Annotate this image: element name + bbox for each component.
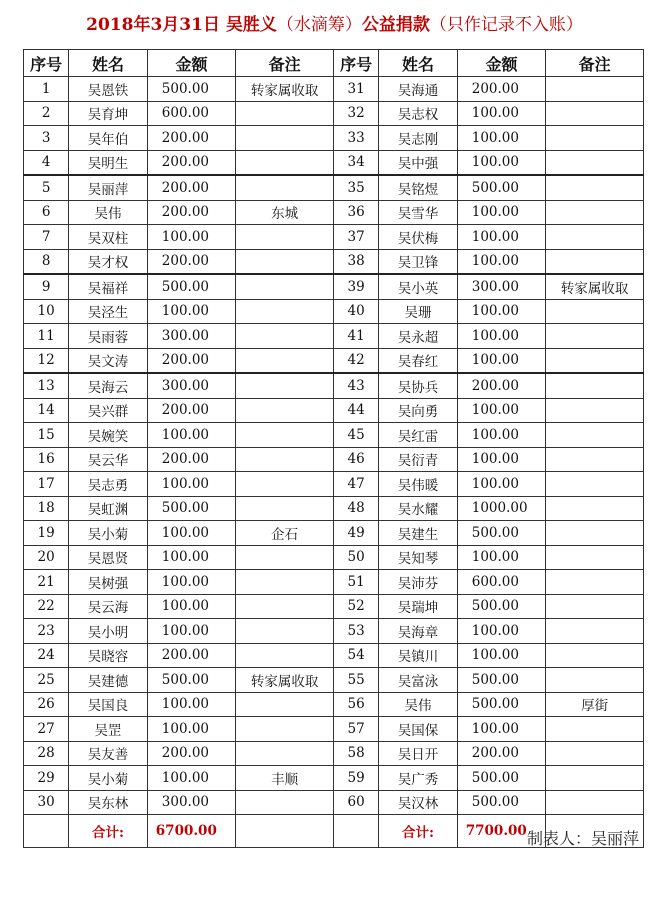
remark-right xyxy=(546,348,644,373)
remark-right xyxy=(546,324,644,349)
table-row xyxy=(24,766,644,791)
table-row xyxy=(24,496,644,521)
row-number-right: 47 xyxy=(333,472,378,497)
remark-left xyxy=(236,594,334,619)
donor-name-right: 吴春红 xyxy=(379,348,458,373)
donation-amount-right: 500.00 xyxy=(457,692,546,717)
donor-name-left: 吴小明 xyxy=(69,619,148,644)
donor-name-left: 吴恩铁 xyxy=(69,77,148,102)
remark-right xyxy=(546,545,644,570)
donation-amount-left: 100.00 xyxy=(147,766,236,791)
donation-amount-left: 200.00 xyxy=(147,447,236,472)
remark-right xyxy=(546,766,644,791)
total-amount-left: 6700.00 xyxy=(147,815,236,848)
donation-amount-right: 100.00 xyxy=(457,545,546,570)
remark-right xyxy=(546,496,644,521)
total-cell-empty xyxy=(333,815,378,848)
title-note: （只作记录不入账） xyxy=(429,15,583,35)
header-amount-right: 金额 xyxy=(457,50,546,77)
row-number-right: 35 xyxy=(333,175,378,200)
row-number-right: 40 xyxy=(333,299,378,324)
donor-name-right: 吴富泳 xyxy=(379,668,458,693)
remark-left xyxy=(236,150,334,175)
donor-name-left: 吴文涛 xyxy=(69,348,148,373)
donor-name-right: 吴红雷 xyxy=(379,423,458,448)
table-row xyxy=(24,643,644,668)
row-number-right: 42 xyxy=(333,348,378,373)
table-row xyxy=(24,299,644,324)
row-number-left: 10 xyxy=(24,299,69,324)
donor-name-right: 吴中强 xyxy=(379,150,458,175)
remark-right xyxy=(546,126,644,151)
remark-right xyxy=(546,570,644,595)
remark-left: 东城 xyxy=(236,200,334,225)
row-number-right: 34 xyxy=(333,150,378,175)
donor-name-right: 吴衍青 xyxy=(379,447,458,472)
table-row xyxy=(24,348,644,373)
donor-name-left: 吴兴群 xyxy=(69,398,148,423)
remark-left xyxy=(236,274,334,299)
row-number-right: 58 xyxy=(333,741,378,766)
donor-name-left: 吴虹渊 xyxy=(69,496,148,521)
table-maker: 制表人：吴丽萍 xyxy=(526,829,639,848)
row-number-left: 16 xyxy=(24,447,69,472)
donation-amount-left: 100.00 xyxy=(147,299,236,324)
table-row xyxy=(24,545,644,570)
donor-name-right: 吴伏梅 xyxy=(379,225,458,250)
row-number-right: 54 xyxy=(333,643,378,668)
row-number-right: 38 xyxy=(333,249,378,274)
table-row xyxy=(24,150,644,175)
donor-name-left: 吴丽萍 xyxy=(69,175,148,200)
table-row xyxy=(24,373,644,398)
row-number-right: 37 xyxy=(333,225,378,250)
donation-amount-right: 200.00 xyxy=(457,741,546,766)
donation-amount-left: 200.00 xyxy=(147,348,236,373)
total-label-right: 合计: xyxy=(379,815,458,848)
donation-amount-right: 100.00 xyxy=(457,225,546,250)
remark-right xyxy=(546,299,644,324)
table-row xyxy=(24,126,644,151)
table-row xyxy=(24,570,644,595)
table-row xyxy=(24,175,644,200)
table-row xyxy=(24,790,644,815)
donor-name-left: 吴育坤 xyxy=(69,101,148,126)
row-number-right: 46 xyxy=(333,447,378,472)
remark-right: 转家属收取 xyxy=(546,274,644,299)
donation-amount-left: 100.00 xyxy=(147,619,236,644)
donation-amount-left: 200.00 xyxy=(147,200,236,225)
remark-right xyxy=(546,594,644,619)
title-sub: （水滴筹） xyxy=(276,15,362,35)
row-number-left: 24 xyxy=(24,643,69,668)
row-number-left: 27 xyxy=(24,717,69,742)
donor-name-right: 吴日开 xyxy=(379,741,458,766)
table-row xyxy=(24,77,644,102)
remark-left xyxy=(236,472,334,497)
donor-name-right: 吴伟暖 xyxy=(379,472,458,497)
row-number-right: 50 xyxy=(333,545,378,570)
donation-amount-left: 100.00 xyxy=(147,472,236,497)
donation-amount-right: 100.00 xyxy=(457,717,546,742)
donor-name-right: 吴国保 xyxy=(379,717,458,742)
table-row xyxy=(24,274,644,299)
total-amount-right: 7700.00 xyxy=(457,815,546,848)
remark-right xyxy=(546,741,644,766)
row-number-right: 43 xyxy=(333,373,378,398)
donation-amount-left: 600.00 xyxy=(147,101,236,126)
donation-amount-right: 100.00 xyxy=(457,619,546,644)
donor-name-right: 吴汉林 xyxy=(379,790,458,815)
remark-right xyxy=(546,717,644,742)
donation-amount-right: 100.00 xyxy=(457,101,546,126)
remark-left xyxy=(236,423,334,448)
table-row xyxy=(24,619,644,644)
row-number-right: 56 xyxy=(333,692,378,717)
donation-amount-right: 600.00 xyxy=(457,570,546,595)
table-row xyxy=(24,398,644,423)
header-note-left: 备注 xyxy=(236,50,334,77)
remark-left: 丰顺 xyxy=(236,766,334,791)
table-row xyxy=(24,200,644,225)
row-number-left: 11 xyxy=(24,324,69,349)
table-row xyxy=(24,741,644,766)
row-number-left: 12 xyxy=(24,348,69,373)
remark-left xyxy=(236,299,334,324)
donor-name-left: 吴泾生 xyxy=(69,299,148,324)
remark-left xyxy=(236,225,334,250)
donation-amount-right: 100.00 xyxy=(457,200,546,225)
donor-name-right: 吴知琴 xyxy=(379,545,458,570)
donation-amount-right: 100.00 xyxy=(457,348,546,373)
donation-amount-right: 100.00 xyxy=(457,299,546,324)
table-row xyxy=(24,717,644,742)
donor-name-left: 吴明生 xyxy=(69,150,148,175)
row-number-right: 59 xyxy=(333,766,378,791)
donation-amount-right: 500.00 xyxy=(457,594,546,619)
donation-amount-right: 200.00 xyxy=(457,77,546,102)
donation-amount-right: 200.00 xyxy=(457,373,546,398)
row-number-left: 19 xyxy=(24,521,69,546)
remark-right xyxy=(546,398,644,423)
table-row xyxy=(24,225,644,250)
table-row xyxy=(24,324,644,349)
donation-amount-right: 100.00 xyxy=(457,423,546,448)
donor-name-right: 吴协兵 xyxy=(379,373,458,398)
remark-left xyxy=(236,643,334,668)
remark-right xyxy=(546,668,644,693)
remark-right xyxy=(546,200,644,225)
donor-name-left: 吴树强 xyxy=(69,570,148,595)
total-label-left: 合计: xyxy=(69,815,148,848)
total-cell-empty xyxy=(236,815,334,848)
row-number-left: 1 xyxy=(24,77,69,102)
remark-left xyxy=(236,348,334,373)
donation-amount-left: 500.00 xyxy=(147,496,236,521)
donation-amount-right: 100.00 xyxy=(457,150,546,175)
remark-right xyxy=(546,150,644,175)
donor-name-right: 吴铭煜 xyxy=(379,175,458,200)
remark-left: 转家属收取 xyxy=(236,668,334,693)
remark-right xyxy=(546,101,644,126)
row-number-left: 6 xyxy=(24,200,69,225)
row-number-left: 22 xyxy=(24,594,69,619)
row-number-right: 31 xyxy=(333,77,378,102)
row-number-right: 36 xyxy=(333,200,378,225)
donor-name-left: 吴福祥 xyxy=(69,274,148,299)
donor-name-left: 吴伟 xyxy=(69,200,148,225)
donor-name-left: 吴年伯 xyxy=(69,126,148,151)
row-number-right: 33 xyxy=(333,126,378,151)
table-row xyxy=(24,447,644,472)
remark-right xyxy=(546,175,644,200)
donation-amount-left: 300.00 xyxy=(147,324,236,349)
donation-amount-left: 200.00 xyxy=(147,398,236,423)
remark-left xyxy=(236,249,334,274)
donor-name-left: 吴云华 xyxy=(69,447,148,472)
title-main: 2018年3月31日 吴胜义 xyxy=(86,15,277,35)
donor-name-left: 吴罡 xyxy=(69,717,148,742)
donation-amount-right: 100.00 xyxy=(457,324,546,349)
row-number-right: 39 xyxy=(333,274,378,299)
remark-left xyxy=(236,619,334,644)
remark-right xyxy=(546,225,644,250)
donation-amount-right: 300.00 xyxy=(457,274,546,299)
donation-amount-left: 300.00 xyxy=(147,790,236,815)
remark-right xyxy=(546,447,644,472)
donor-name-right: 吴雪华 xyxy=(379,200,458,225)
remark-right xyxy=(546,643,644,668)
header-amount-left: 金额 xyxy=(147,50,236,77)
table-row xyxy=(24,594,644,619)
donor-name-left: 吴东林 xyxy=(69,790,148,815)
row-number-right: 48 xyxy=(333,496,378,521)
donation-amount-left: 200.00 xyxy=(147,126,236,151)
row-number-right: 32 xyxy=(333,101,378,126)
remark-left: 企石 xyxy=(236,521,334,546)
remark-left xyxy=(236,175,334,200)
donor-name-left: 吴友善 xyxy=(69,741,148,766)
donation-table xyxy=(23,49,644,848)
remark-right xyxy=(546,373,644,398)
row-number-right: 51 xyxy=(333,570,378,595)
donor-name-right: 吴镇川 xyxy=(379,643,458,668)
donation-amount-left: 200.00 xyxy=(147,175,236,200)
remark-right xyxy=(546,423,644,448)
donor-name-right: 吴建生 xyxy=(379,521,458,546)
donor-name-right: 吴小英 xyxy=(379,274,458,299)
remark-left xyxy=(236,496,334,521)
total-cell-empty xyxy=(24,815,69,848)
donor-name-right: 吴海章 xyxy=(379,619,458,644)
donation-amount-left: 100.00 xyxy=(147,225,236,250)
donor-name-left: 吴双柱 xyxy=(69,225,148,250)
row-number-left: 8 xyxy=(24,249,69,274)
donation-amount-right: 500.00 xyxy=(457,790,546,815)
remark-left: 转家属收取 xyxy=(236,77,334,102)
remark-left xyxy=(236,790,334,815)
remark-right xyxy=(546,472,644,497)
donor-name-right: 吴海通 xyxy=(379,77,458,102)
donation-amount-right: 100.00 xyxy=(457,472,546,497)
donation-amount-left: 100.00 xyxy=(147,717,236,742)
row-number-left: 28 xyxy=(24,741,69,766)
donor-name-left: 吴恩贤 xyxy=(69,545,148,570)
row-number-left: 5 xyxy=(24,175,69,200)
donation-amount-left: 500.00 xyxy=(147,274,236,299)
row-number-right: 45 xyxy=(333,423,378,448)
header-note-right: 备注 xyxy=(546,50,644,77)
donor-name-right: 吴向勇 xyxy=(379,398,458,423)
donor-name-left: 吴海云 xyxy=(69,373,148,398)
donation-amount-right: 100.00 xyxy=(457,249,546,274)
row-number-right: 49 xyxy=(333,521,378,546)
remark-left xyxy=(236,447,334,472)
remark-left xyxy=(236,101,334,126)
donor-name-left: 吴小菊 xyxy=(69,766,148,791)
row-number-left: 30 xyxy=(24,790,69,815)
donation-amount-left: 500.00 xyxy=(147,668,236,693)
row-number-left: 21 xyxy=(24,570,69,595)
row-number-left: 4 xyxy=(24,150,69,175)
donation-amount-left: 100.00 xyxy=(147,423,236,448)
row-number-left: 20 xyxy=(24,545,69,570)
row-number-right: 41 xyxy=(333,324,378,349)
table-row xyxy=(24,101,644,126)
donation-amount-left: 100.00 xyxy=(147,521,236,546)
table-row xyxy=(24,668,644,693)
header-name-left: 姓名 xyxy=(69,50,148,77)
remark-left xyxy=(236,373,334,398)
table-row xyxy=(24,472,644,497)
header-name-right: 姓名 xyxy=(379,50,458,77)
donation-amount-left: 100.00 xyxy=(147,594,236,619)
row-number-right: 53 xyxy=(333,619,378,644)
remark-right xyxy=(546,790,644,815)
donation-amount-right: 500.00 xyxy=(457,668,546,693)
remark-left xyxy=(236,324,334,349)
remark-left xyxy=(236,692,334,717)
donor-name-left: 吴晓容 xyxy=(69,643,148,668)
remark-right xyxy=(546,521,644,546)
row-number-left: 7 xyxy=(24,225,69,250)
donor-name-right: 吴沛芬 xyxy=(379,570,458,595)
donor-name-left: 吴才权 xyxy=(69,249,148,274)
donation-amount-left: 300.00 xyxy=(147,373,236,398)
donor-name-right: 吴卫锋 xyxy=(379,249,458,274)
donation-amount-left: 200.00 xyxy=(147,643,236,668)
remark-left xyxy=(236,570,334,595)
donor-name-right: 吴志刚 xyxy=(379,126,458,151)
donor-name-left: 吴国良 xyxy=(69,692,148,717)
header-no-left: 序号 xyxy=(24,50,69,77)
remark-right xyxy=(546,77,644,102)
document-title xyxy=(0,10,669,35)
donor-name-right: 吴水耀 xyxy=(379,496,458,521)
table-row xyxy=(24,521,644,546)
donor-name-right: 吴志权 xyxy=(379,101,458,126)
row-number-left: 17 xyxy=(24,472,69,497)
donation-amount-left: 200.00 xyxy=(147,249,236,274)
donor-name-right: 吴珊 xyxy=(379,299,458,324)
donor-name-right: 吴伟 xyxy=(379,692,458,717)
donation-amount-right: 100.00 xyxy=(457,126,546,151)
donor-name-left: 吴雨蓉 xyxy=(69,324,148,349)
donor-name-left: 吴建德 xyxy=(69,668,148,693)
donor-name-left: 吴云海 xyxy=(69,594,148,619)
donation-amount-right: 500.00 xyxy=(457,766,546,791)
row-number-left: 14 xyxy=(24,398,69,423)
row-number-left: 3 xyxy=(24,126,69,151)
donor-name-right: 吴广秀 xyxy=(379,766,458,791)
row-number-right: 52 xyxy=(333,594,378,619)
donation-amount-right: 500.00 xyxy=(457,521,546,546)
row-number-left: 18 xyxy=(24,496,69,521)
donation-amount-left: 100.00 xyxy=(147,692,236,717)
donation-amount-left: 200.00 xyxy=(147,741,236,766)
remark-left xyxy=(236,398,334,423)
donor-name-left: 吴婉笑 xyxy=(69,423,148,448)
donation-amount-right: 500.00 xyxy=(457,175,546,200)
donation-amount-right: 100.00 xyxy=(457,398,546,423)
remark-left xyxy=(236,741,334,766)
table-row xyxy=(24,692,644,717)
header-row xyxy=(24,50,644,77)
row-number-right: 57 xyxy=(333,717,378,742)
donation-amount-right: 100.00 xyxy=(457,643,546,668)
row-number-left: 9 xyxy=(24,274,69,299)
row-number-left: 23 xyxy=(24,619,69,644)
remark-left xyxy=(236,545,334,570)
header-no-right: 序号 xyxy=(333,50,378,77)
remark-right: 厚街 xyxy=(546,692,644,717)
row-number-left: 25 xyxy=(24,668,69,693)
remark-right xyxy=(546,249,644,274)
row-number-left: 13 xyxy=(24,373,69,398)
table-row xyxy=(24,249,644,274)
row-number-right: 60 xyxy=(333,790,378,815)
donation-amount-left: 200.00 xyxy=(147,150,236,175)
donation-amount-left: 500.00 xyxy=(147,77,236,102)
row-number-right: 44 xyxy=(333,398,378,423)
remark-right xyxy=(546,619,644,644)
row-number-left: 29 xyxy=(24,766,69,791)
donation-amount-right: 100.00 xyxy=(457,447,546,472)
row-number-left: 26 xyxy=(24,692,69,717)
remark-left xyxy=(236,717,334,742)
donation-amount-left: 100.00 xyxy=(147,570,236,595)
donor-name-right: 吴瑞坤 xyxy=(379,594,458,619)
table-row xyxy=(24,423,644,448)
donor-name-left: 吴小菊 xyxy=(69,521,148,546)
donor-name-left: 吴志勇 xyxy=(69,472,148,497)
remark-left xyxy=(236,126,334,151)
donation-amount-left: 100.00 xyxy=(147,545,236,570)
row-number-left: 2 xyxy=(24,101,69,126)
row-number-right: 55 xyxy=(333,668,378,693)
title-main2: 公益捐款 xyxy=(361,15,430,35)
donation-amount-right: 1000.00 xyxy=(457,496,546,521)
donor-name-right: 吴永超 xyxy=(379,324,458,349)
row-number-left: 15 xyxy=(24,423,69,448)
